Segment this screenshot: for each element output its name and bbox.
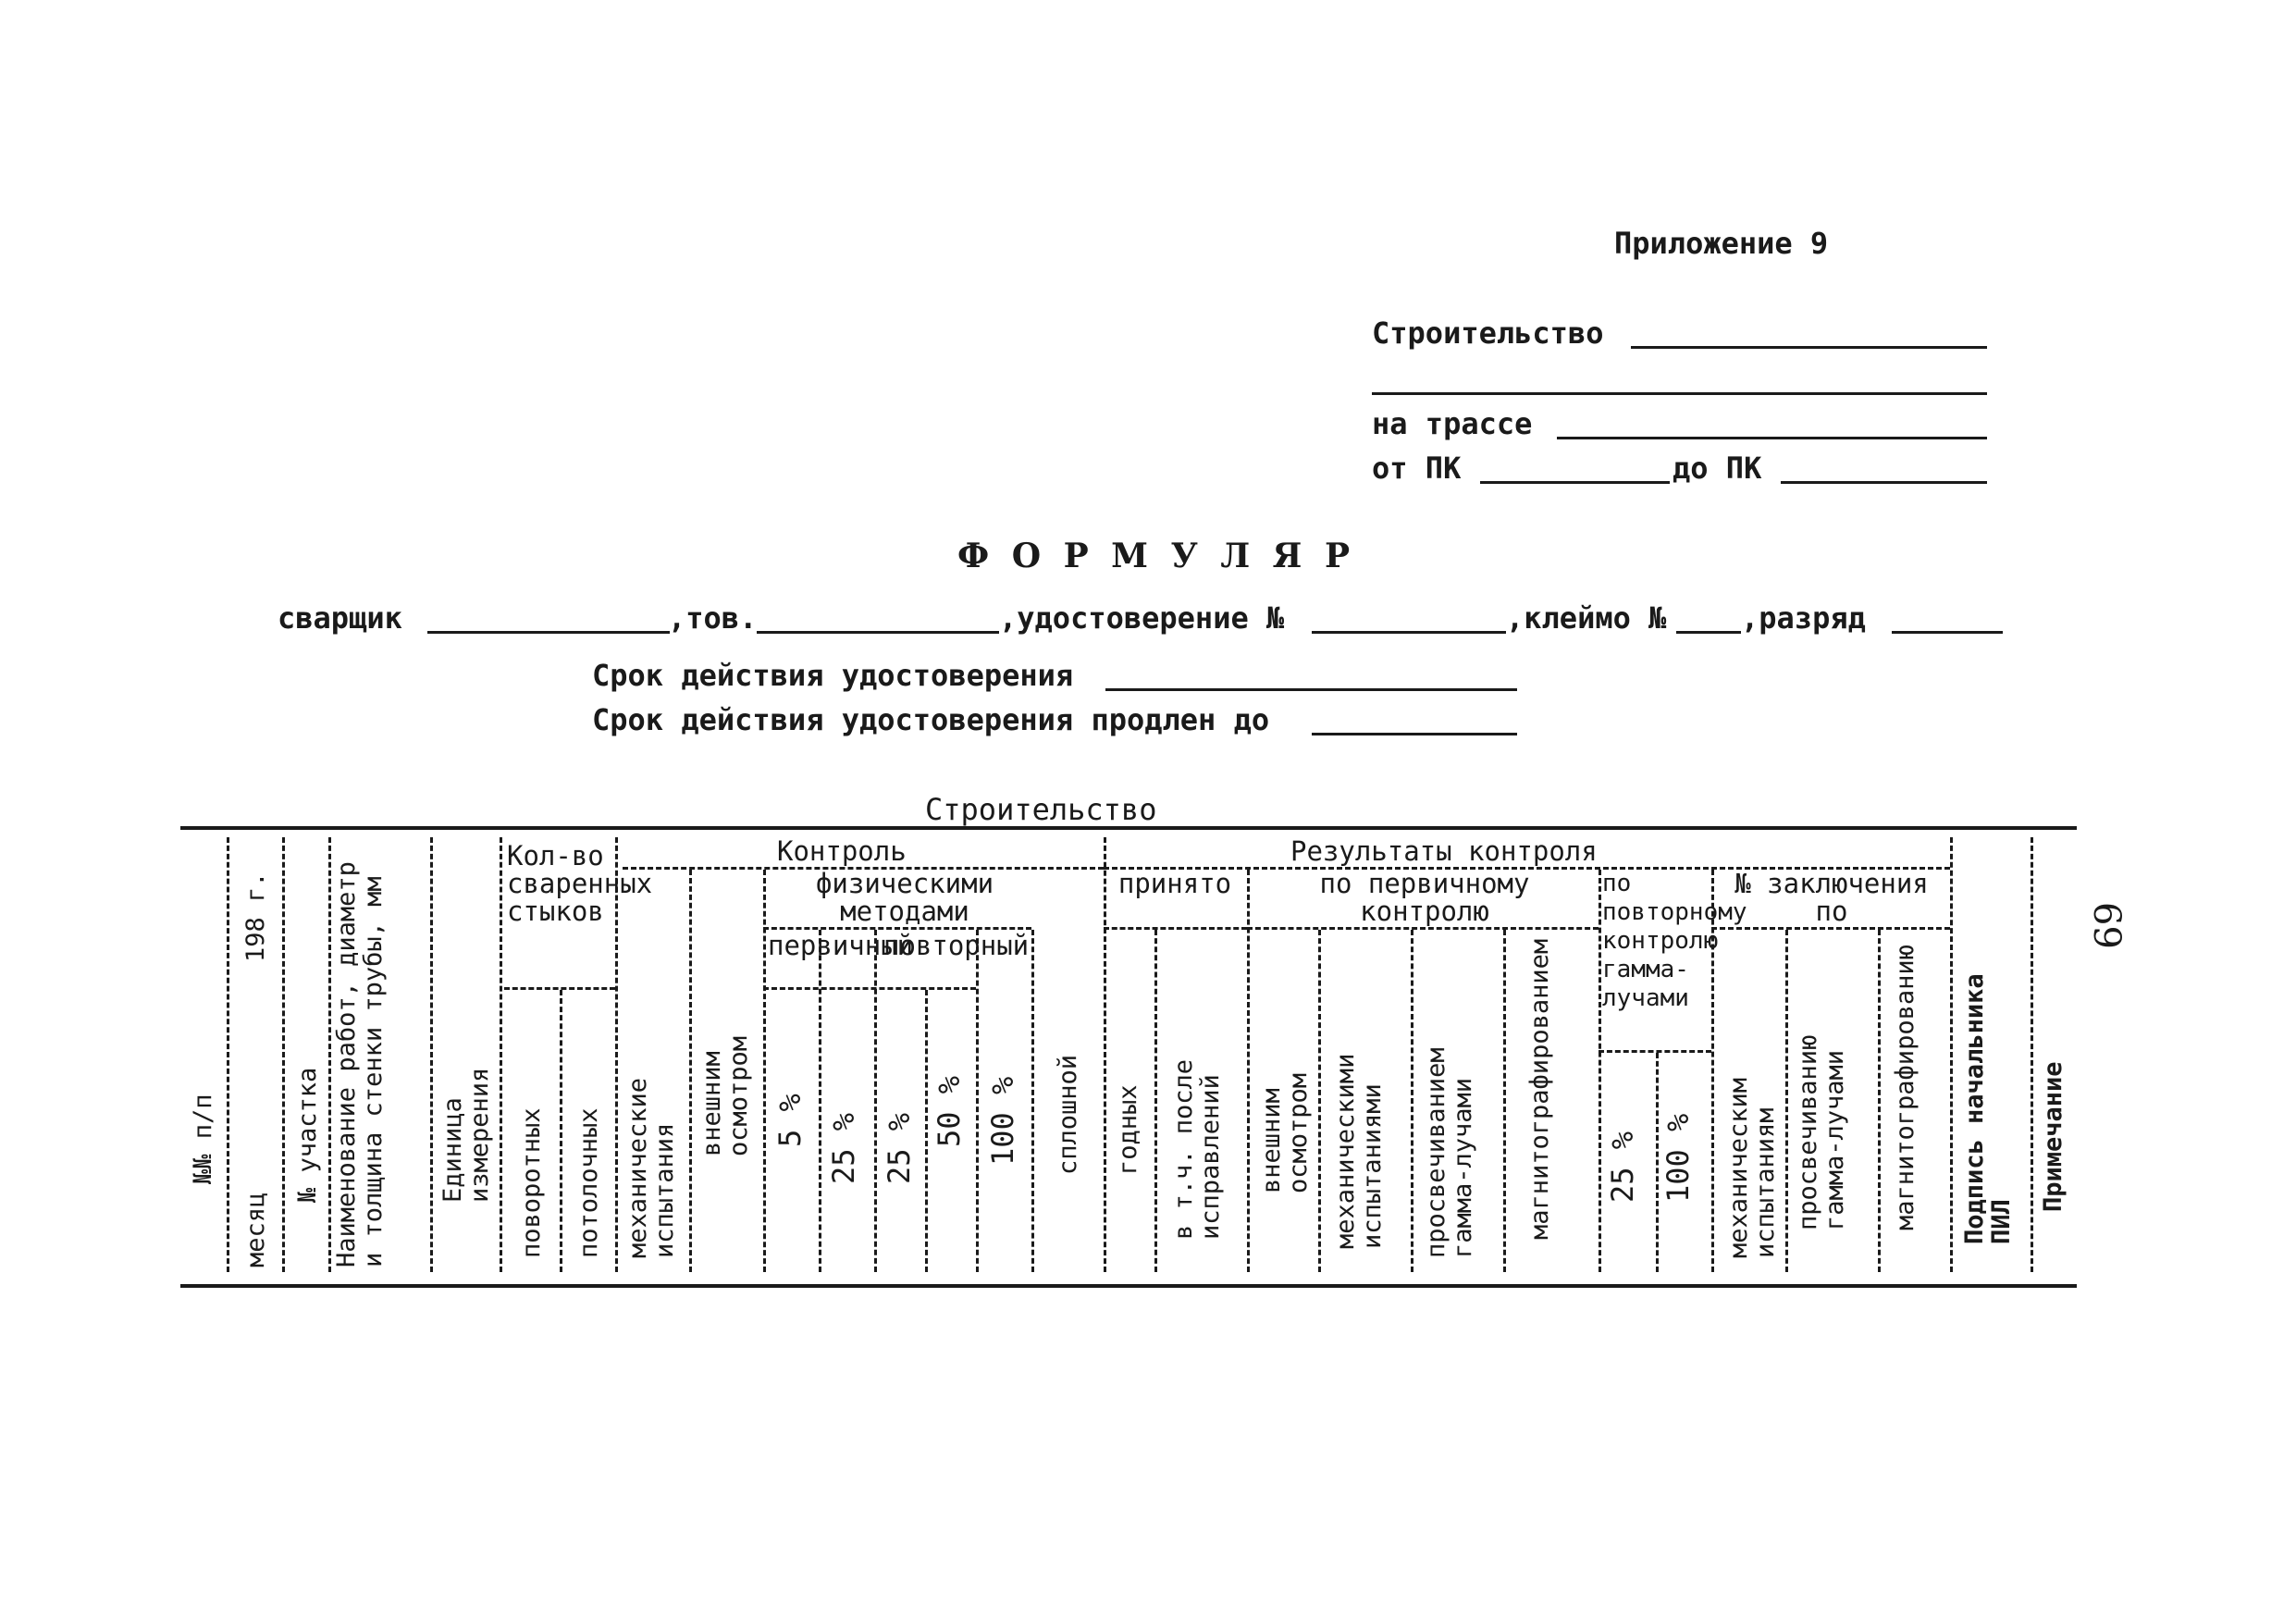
col-section: № участка bbox=[293, 1067, 322, 1203]
col-divider bbox=[1656, 1053, 1659, 1272]
grade-field[interactable] bbox=[1892, 631, 2003, 634]
col-divider bbox=[689, 870, 692, 1272]
col-divider bbox=[615, 837, 618, 1272]
col-num: №№ п/п bbox=[189, 1094, 217, 1184]
group-primary-control: по первичному контролю bbox=[1319, 868, 1530, 927]
group-repeat: повторный bbox=[883, 930, 1030, 961]
validity-field-2[interactable] bbox=[1312, 733, 1517, 735]
group-physical: физическими методами bbox=[815, 868, 994, 927]
col-divider bbox=[874, 930, 877, 1272]
col-res-visual: внешним осмотром bbox=[1257, 1072, 1313, 1193]
col-divider bbox=[763, 870, 766, 1272]
group-accepted: принято bbox=[1117, 868, 1232, 899]
table-bottom-rule bbox=[180, 1284, 2077, 1288]
col-unit: Единица измерения bbox=[438, 1067, 494, 1203]
welder-label: сварщик bbox=[278, 600, 402, 636]
group-primary: первичный bbox=[768, 930, 914, 961]
certificate-field[interactable] bbox=[1312, 631, 1506, 634]
col-divider bbox=[1785, 930, 1788, 1272]
col-divider bbox=[1154, 930, 1157, 1272]
appendix-label: Приложение 9 bbox=[1614, 226, 1829, 261]
col-25a: 25 % bbox=[826, 1112, 861, 1184]
table-title: Строительство bbox=[925, 792, 1157, 827]
col-divider bbox=[976, 930, 979, 1272]
col-solid: сплошной bbox=[1054, 1054, 1082, 1175]
col-r25: 25 % bbox=[1605, 1131, 1640, 1203]
from-pk-field[interactable] bbox=[1480, 481, 1670, 484]
group-results: Результаты контроля bbox=[1290, 835, 1598, 867]
col-c-gamma: просвечиванию гамма-лучами bbox=[1794, 1034, 1849, 1230]
col-c-mech: механическим испытаниям bbox=[1724, 1077, 1780, 1258]
col-divider bbox=[2031, 837, 2033, 1272]
col-divider bbox=[1104, 837, 1106, 1272]
col-note: Примечание bbox=[2039, 1061, 2068, 1212]
col-divider bbox=[925, 990, 928, 1272]
col-fixed: потолочных bbox=[574, 1107, 603, 1258]
col-100a: 100 % bbox=[985, 1076, 1020, 1166]
col-year: 198 г. bbox=[241, 871, 270, 962]
validity-line-2: Срок действия удостоверения продлен до bbox=[592, 702, 1270, 737]
col-visual: внешним осмотром bbox=[697, 1035, 753, 1156]
grade-label: ,разряд bbox=[1741, 600, 1866, 636]
to-pk-label: до ПК bbox=[1673, 451, 1762, 486]
group-conclusions: № заключения по bbox=[1734, 868, 1929, 927]
col-res-gamma: просвечиванием гамма-лучами bbox=[1422, 1047, 1477, 1258]
certificate-label: ,удостоверение № bbox=[999, 600, 1285, 636]
col-divider bbox=[1318, 930, 1321, 1272]
col-divider bbox=[1247, 870, 1250, 1272]
col-divider bbox=[328, 837, 331, 1272]
from-pk-label: от ПК bbox=[1372, 451, 1462, 486]
col-25b: 25 % bbox=[882, 1112, 917, 1184]
rule-repeat-ctrl bbox=[1599, 1050, 1711, 1053]
rule-primary-ctrl bbox=[1247, 927, 1599, 930]
group-joints: Кол-во сваренных стыков bbox=[507, 840, 653, 927]
col-divider bbox=[1411, 930, 1413, 1272]
construction-field-2[interactable] bbox=[1372, 392, 1987, 395]
col-divider bbox=[1878, 930, 1881, 1272]
rule-accepted bbox=[1104, 927, 1247, 930]
comrade-label: ,тов. bbox=[668, 600, 758, 636]
col-divider bbox=[1031, 930, 1034, 1272]
welder-field[interactable] bbox=[427, 631, 670, 634]
route-field[interactable] bbox=[1557, 437, 1987, 439]
col-fit: годных bbox=[1114, 1084, 1142, 1175]
col-divider bbox=[1950, 837, 1953, 1272]
col-divider bbox=[1503, 930, 1506, 1272]
validity-field-1[interactable] bbox=[1105, 688, 1517, 691]
col-divider bbox=[500, 837, 502, 1272]
col-50: 50 % bbox=[932, 1075, 967, 1147]
route-label: на трассе bbox=[1372, 406, 1533, 441]
col-divider bbox=[282, 837, 285, 1272]
col-res-magnet: магнитографированием bbox=[1525, 938, 1554, 1240]
validity-line-1: Срок действия удостоверения bbox=[592, 658, 1074, 693]
construction-field[interactable] bbox=[1631, 346, 1987, 349]
stamp-label: ,клеймо № bbox=[1506, 600, 1667, 636]
col-divider bbox=[819, 930, 821, 1272]
group-control: Контроль bbox=[777, 835, 907, 867]
col-month: месяц bbox=[241, 1192, 270, 1267]
col-5: 5 % bbox=[772, 1094, 808, 1147]
construction-label: Строительство bbox=[1372, 315, 1604, 351]
stamp-field[interactable] bbox=[1676, 631, 1741, 634]
group-repeat-control: по повторному контролю гамма-лучами bbox=[1602, 870, 1747, 1012]
col-r100: 100 % bbox=[1660, 1113, 1696, 1203]
rule-primary-repeat bbox=[763, 987, 976, 990]
col-divider bbox=[560, 990, 562, 1272]
col-divider bbox=[1599, 870, 1601, 1272]
col-after-fix: в т.ч. после исправлений bbox=[1169, 1058, 1225, 1240]
rule-conclusions bbox=[1711, 927, 1950, 930]
col-rotary: поворотных bbox=[517, 1107, 546, 1258]
col-divider bbox=[227, 837, 229, 1272]
table-top-rule bbox=[180, 826, 2077, 830]
comrade-field[interactable] bbox=[757, 631, 999, 634]
col-c-magnet: магнитографированию bbox=[1891, 945, 1920, 1230]
col-work-name: Наименование работ, диаметр и толщина стенки трубы, мм bbox=[332, 861, 388, 1267]
form-title: Ф О Р М У Л Я Р bbox=[957, 537, 1356, 575]
col-res-mech: механическими испытаниями bbox=[1331, 1053, 1387, 1249]
col-signature: Подпись начальника ПИЛ bbox=[1960, 973, 2016, 1244]
page-number: 69 bbox=[2085, 902, 2128, 949]
col-divider bbox=[430, 837, 433, 1272]
to-pk-field[interactable] bbox=[1781, 481, 1987, 484]
col-mech-tests: механические испытания bbox=[623, 1077, 679, 1258]
